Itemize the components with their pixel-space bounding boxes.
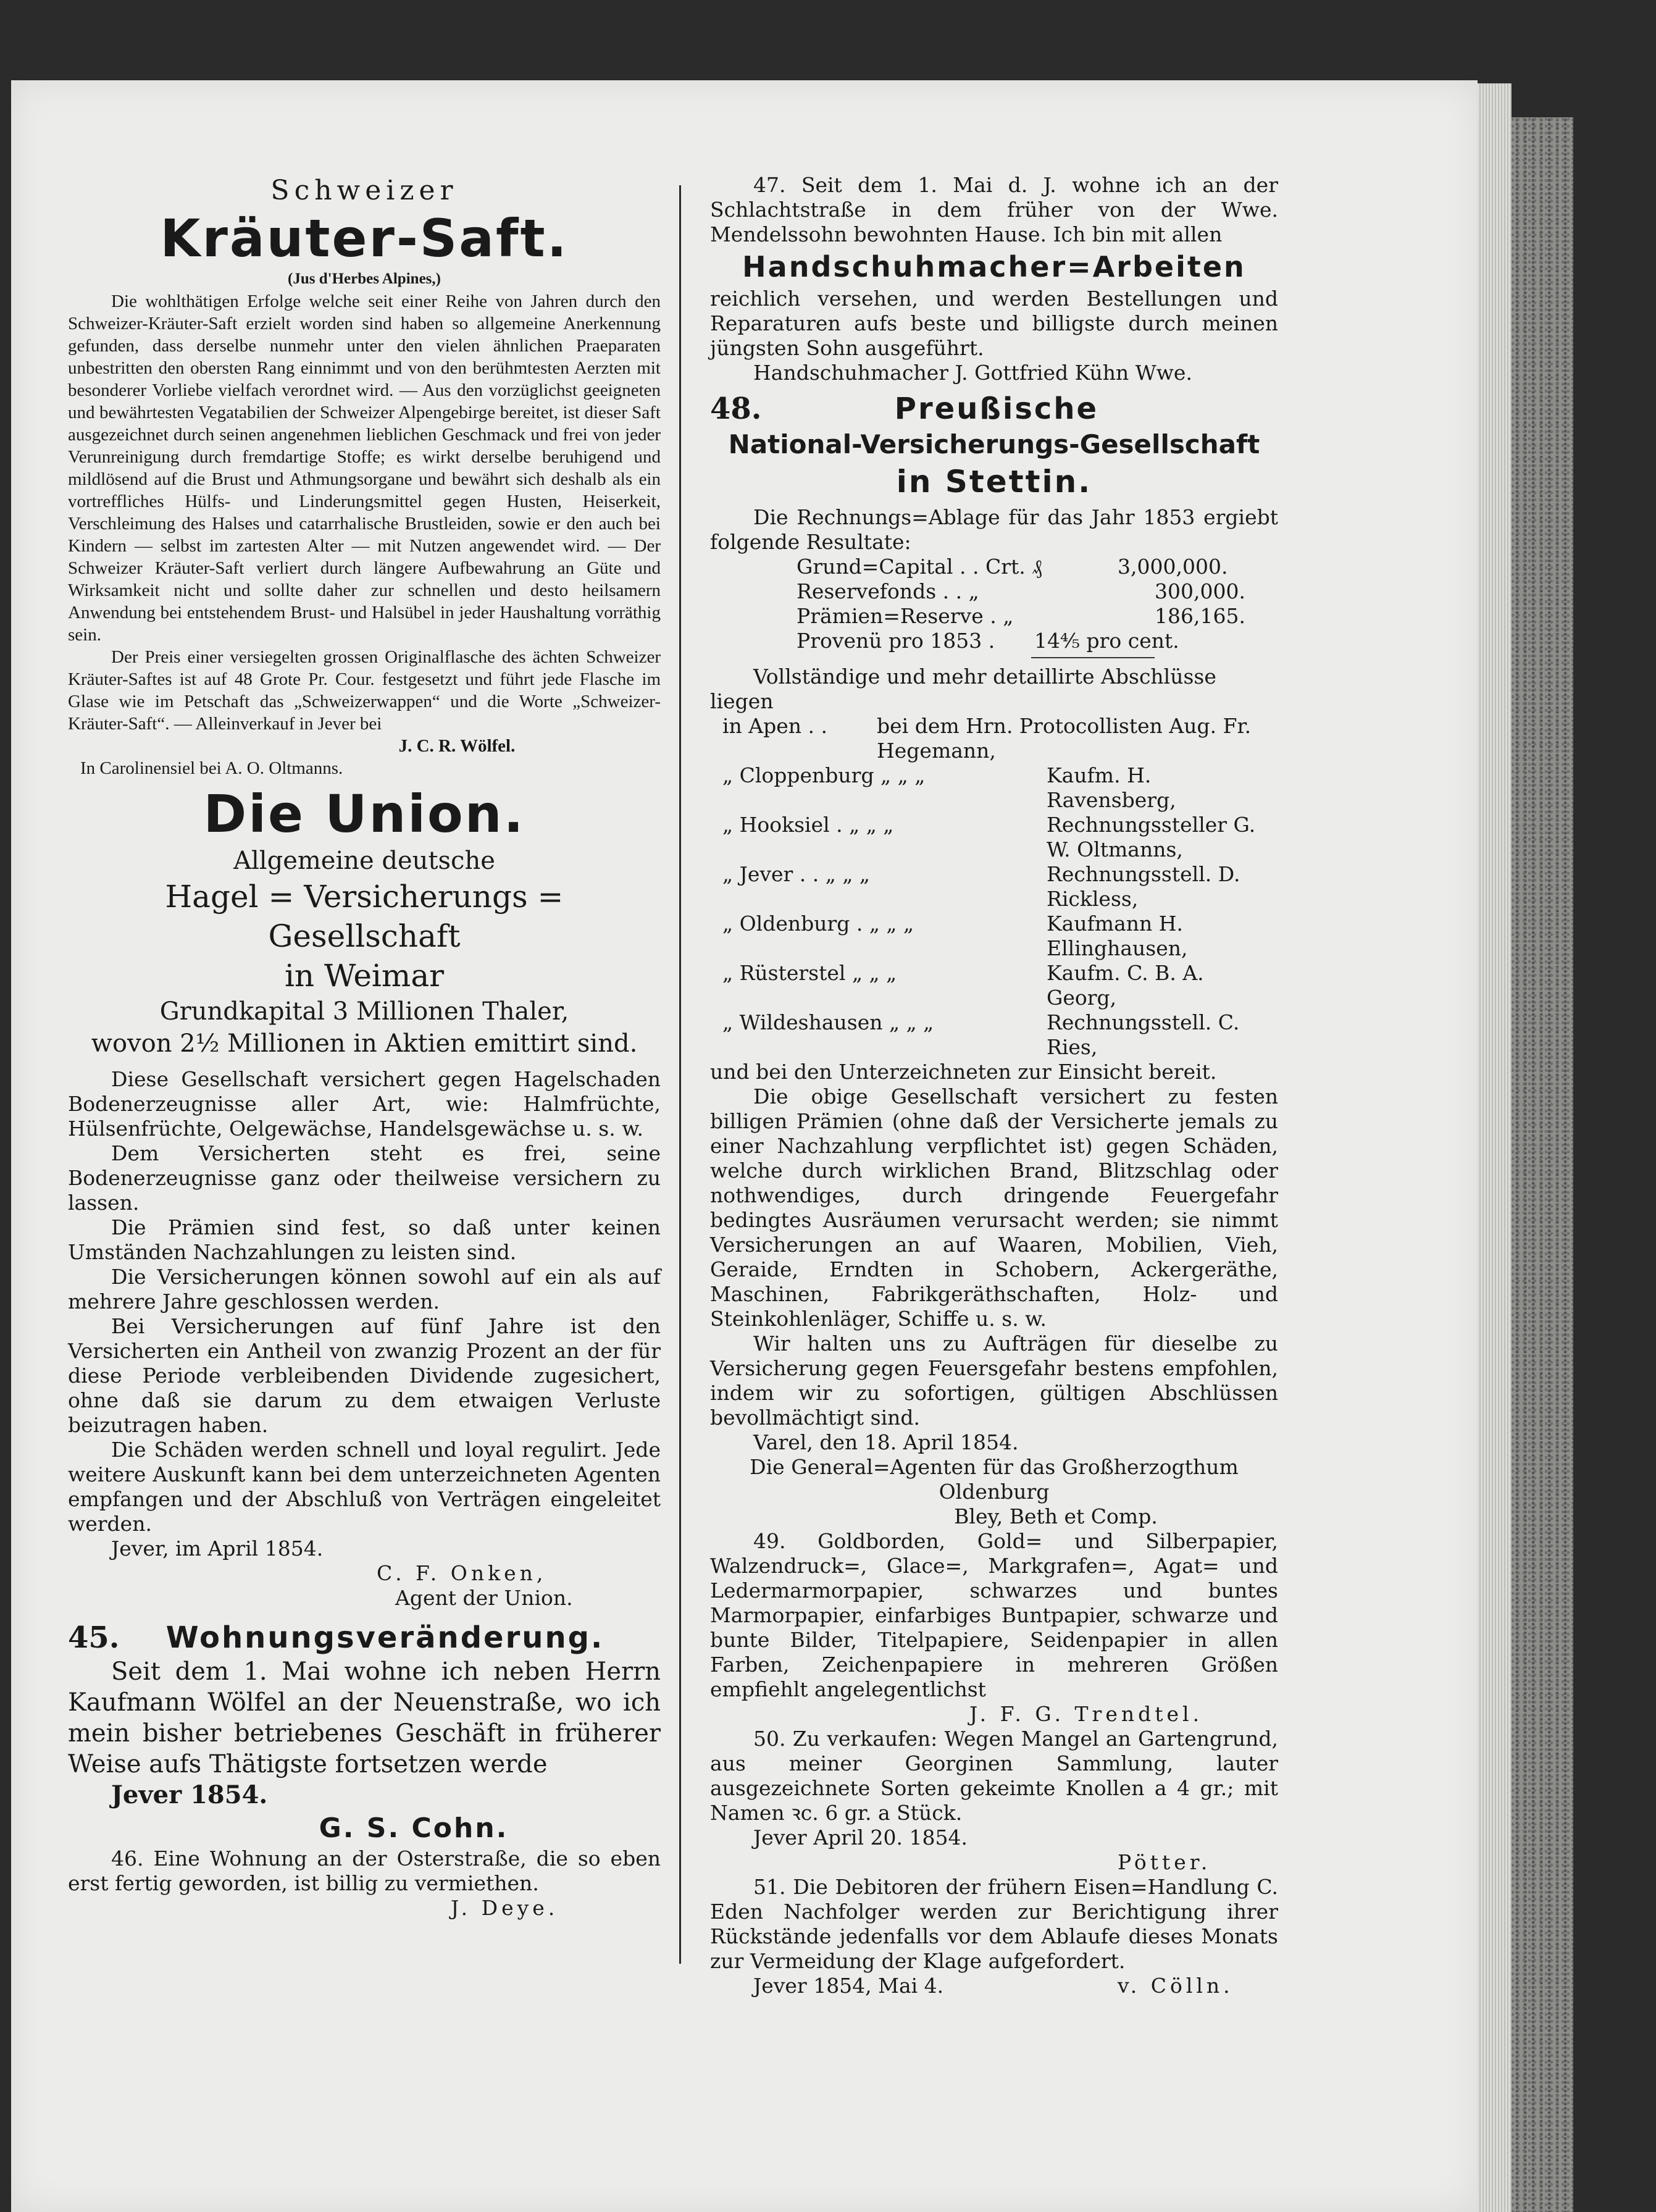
union-signature-role: Agent der Union. (395, 1586, 573, 1610)
union-ad (68, 783, 661, 1611)
notice-46-signature: J. Deye. (451, 1896, 559, 1920)
union-paragraph-2: Dem Versicherten steht es frei, seine Bodenerzeugnisse ganz oder theilweise versichern zu lassen. (68, 1141, 661, 1215)
union-aktien: wovon 2½ Millionen in Aktien emittirt sind. (91, 1029, 638, 1058)
notice-50-date: Jever April 20. 1854. (753, 1825, 968, 1850)
results-row (797, 579, 1278, 604)
notice-45-title: Wohnungsveränderung. (165, 1620, 604, 1655)
results-row (797, 604, 1278, 629)
results-value: 14⁴⁄₅ pro cent. (1034, 629, 1179, 653)
notice-51 (710, 1875, 1278, 1998)
union-paragraph-1: Diese Gesellschaft versichert gegen Hagelschaden Bodenerzeugnisse aller Art, wie: Halmfrüchte, Hülsenfrüchte, Oelgewächse, Handelsgewächse u. s. w. (68, 1067, 661, 1141)
agent-row (710, 714, 1278, 763)
notice-47-signature: Handschuhmacher J. Gottfried Kühn Wwe. (753, 361, 1192, 385)
krauter-saft-ad (68, 173, 661, 779)
union-date: Jever, im April 1854. (111, 1536, 324, 1561)
page-edges (1478, 83, 1512, 2212)
notice-47 (710, 173, 1278, 385)
union-paragraph-6: Die Schäden werden schnell und loyal regulirt. Jede weitere Auskunft kann bei dem unterzeichneten Agenten empfangen und der Abschluß von Verträgen eingeleitet werden. (68, 1438, 661, 1536)
union-title: Die Union. (203, 784, 525, 844)
agent-place: „ Jever . . „ „ „ (722, 862, 871, 886)
left-column (68, 173, 661, 1921)
union-subtitle-3: in Weimar (284, 958, 445, 994)
notice-45-signature: G. S. Cohn. (319, 1812, 509, 1844)
notice-48-paragraph-2: und bei den Unterzeichneten zur Einsicht bereit. (710, 1060, 1217, 1084)
notice-47-headline: Handschuhmacher=Arbeiten (742, 250, 1246, 283)
notice-51-date: Jever 1854, Mai 4. (753, 1974, 944, 1998)
short-rule (1031, 657, 1155, 658)
ad-signature: J. C. R. Wölfel. (398, 736, 516, 756)
notice-51-signature: v. Cölln. (1118, 1974, 1234, 1998)
column-rule (679, 185, 681, 1964)
notice-45 (68, 1619, 661, 1846)
notice-46-body: 46. Eine Wohnung an der Osterstraße, die so eben erst fertig geworden, ist billig zu vermiethen. (68, 1846, 661, 1895)
results-row (797, 629, 1278, 653)
notice-50-signature: Pötter. (1118, 1850, 1211, 1874)
notice-50 (710, 1727, 1278, 1875)
notice-49-body: 49. Goldborden, Gold= und Silberpapier, Walzendruck=, Glace=, Markgrafen=, Agat= und Ledermarmorpapier, schwarzes und buntes Marmorpapier, einfarbiges Buntpapier, schwarze und bunte Bilder, Titelpapiere, Seidenpapier in allen Farben, Zeichenpapiere in mehreren Größen empfiehlt angelegentlichst (710, 1529, 1278, 1701)
union-capital: Grundkapital 3 Millionen Thaler, (159, 997, 569, 1026)
ad-title-kraeuter-saft: Kräuter-Saft. (160, 208, 569, 269)
results-label: Provenü pro 1853 . (797, 629, 995, 653)
results-label: Grund=Capital . . Crt. ₰ (797, 555, 1042, 579)
notice-45-date: Jever 1854. (111, 1780, 268, 1809)
agent-name: Kaufmann H. Ellinghausen, (1047, 911, 1188, 960)
union-paragraph-4: Die Versicherungen können sowohl auf ein als auf mehrere Jahre geschlossen werden. (68, 1265, 661, 1313)
agent-place: in Apen . . (722, 714, 827, 738)
ad-body: Die wohlthätigen Erfolge welche seit einer Reihe von Jahren durch den Schweizer-Kräuter-Saft erzielt worden sind haben so allgemeine Anerkennung gefunden, dass derselbe nunmehr unter den vielen ähnlichen Praeparaten unbestritten den obersten Rang einnimmt und von den berühmtesten Aerzten mit besonderer Vorliebe vielfach verordnet wird. — Aus den vorzüglichst geeigneten und bewährtesten Vegatabilien der Schweizer Alpengebirge bereitet, ist dieser Saft ausgezeichnet durch seinen angenehmen lieblichen Geschmack und frei von jeder Verunreinigung durch fremdartige Stoffe; es wirkt derselbe beruhigend und mildlösend auf die Brust und Athmungsorgane und bewährt sich deshalb als ein vortreffliches Hülfs- und Linderungsmittel gegen Husten, Heiserkeit, Verschleimung des Halses und catarrhalische Brustleiden, sowie er den auch bei Kindern — selbst im zartesten Alter — mit Nutzen angewendet wird. — Der Schweizer Kräuter-Saft verliert durch längere Aufbewahrung an Güte und Wirksamkeit nicht und sollte daher zur schnellen und desto heilsamern Anwendung bei entstehendem Brust- und Halsübel in jeder Haushaltung vorräthig sein. (68, 291, 661, 645)
union-subtitle-1: Allgemeine deutsche (233, 847, 495, 875)
notice-48-number: 48. (710, 392, 762, 426)
agent-name: Kaufm. C. B. A. Georg, (1047, 961, 1204, 1010)
agent-name: bei dem Hrn. Protocollisten Aug. Fr. Hegemann, (877, 714, 1252, 763)
ad-subtitle-jus: (Jus d'Herbes Alpines,) (288, 270, 441, 287)
results-row (797, 555, 1278, 579)
notice-50-body: 50. Zu verkaufen: Wegen Mangel an Gartengrund, aus meiner Georginen Sammlung, lauter ausgezeichnete Sorten gekeimte Knollen a 4 gr.; mit Namen ꝛc. 6 gr. a Stück. (710, 1727, 1278, 1825)
agent-name: Rechnungsstell. D. Rickless, (1047, 862, 1240, 911)
notice-48-title-3: in Stettin. (896, 464, 1092, 500)
notice-46 (68, 1846, 661, 1921)
notice-48-signature-2: Oldenburg (939, 1480, 1050, 1504)
agent-place: „ Hooksiel . „ „ „ (722, 813, 894, 837)
agent-place: „ Cloppenburg „ „ „ (722, 763, 926, 787)
agent-row (710, 813, 1278, 862)
notice-48-paragraph-4: Wir halten uns zu Aufträgen für dieselbe zu Versicherung gegen Feuersgefahr bestens empfohlen, indem wir zu sofortigen, gültigen Abschlüssen bevollmächtigt sind. (710, 1331, 1278, 1430)
results-label: Prämien=Reserve . „ (797, 604, 1014, 628)
agents-list (710, 714, 1278, 1060)
notice-48-title-2: National-Versicherungs-Gesellschaft (728, 429, 1260, 459)
agent-row (710, 1010, 1278, 1060)
results-value: 300,000. (1155, 579, 1245, 603)
notice-48-intro: Die Rechnungs=Ablage für das Jahr 1853 ergiebt folgende Resultate: (710, 505, 1278, 554)
book-cover (1512, 117, 1573, 2212)
union-subtitle-2: Hagel = Versicherungs = Gesellschaft (165, 879, 564, 954)
notice-48-date: Varel, den 18. April 1854. (753, 1430, 1019, 1454)
agent-row (710, 911, 1278, 961)
agent-row (710, 763, 1278, 813)
agent-place: „ Oldenburg . „ „ „ (722, 911, 914, 936)
right-column (710, 173, 1278, 1998)
agent-name: Kaufm. H. Ravensberg, (1047, 763, 1176, 812)
union-signature-name: C. F. Onken, (377, 1561, 547, 1585)
results-table (710, 555, 1278, 653)
agent-place: „ Rüsterstel „ „ „ (722, 961, 897, 985)
notice-45-body: Seit dem 1. Mai wohne ich neben Herrn Kaufmann Wölfel an der Neuenstraße, wo ich mein bisher betriebenes Geschäft in früherer Weise aufs Thätigste fortsetzen werde (68, 1657, 661, 1778)
notice-48-paragraph-3: Die obige Gesellschaft versichert zu festen billigen Prämien (ohne daß der Versicherte jemals zu einer Nachzahlung verpflichtet ist) gegen Schäden, welche durch wirklichen Brand, Blitzschlag oder nothwendiges, durch dringende Feuergefahr bedingtes Ausräumen verursacht werden; sie nimmt Versicherungen an auf Waaren, Mobilien, Vieh, Geraide, Erndten in Schobern, Ackergeräthe, Maschinen, Fabrikgeräthschaften, Holz- und Steinkohlenläger, Schiffe u. s. w. (710, 1084, 1278, 1331)
results-label: Reservefonds . . „ (797, 579, 979, 603)
agent-name: Rechnungsstell. C. Ries, (1047, 1010, 1240, 1059)
agent-row (710, 961, 1278, 1010)
notice-48-signature-3: Bley, Beth et Comp. (954, 1504, 1158, 1528)
ad-title-schweizer: Schweizer (270, 175, 458, 206)
notice-51-footer (710, 1974, 1278, 1998)
notice-48-signature-1: Die General=Agenten für das Großherzogthum (750, 1455, 1239, 1479)
agent-place: „ Wildeshausen „ „ „ (722, 1010, 934, 1034)
results-value: 186,165. (1155, 604, 1245, 628)
notice-48 (710, 390, 1278, 1529)
ad-price: Der Preis einer versiegelten grossen Originalflasche des ächten Schweizer Kräuter-Saftes ist auf 48 Grote Pr. Cour. festgesetzt und führt jede Flasche im Glase wie im Petschaft das „Schweizerwappen“ und die Worte „Schweizer-Kräuter-Saft“. — Alleinverkauf in Jever bei (68, 647, 661, 734)
notice-49-signature: J. F. G. Trendtel. (969, 1702, 1203, 1726)
notice-47-body: 47. Seit dem 1. Mai d. J. wohne ich an der Schlachtstraße in dem früher von der Wwe. Mendelssohn bewohnten Hause. Ich bin mit allen (710, 173, 1278, 246)
agent-row (710, 862, 1278, 911)
notice-48-title-1: Preußische (894, 392, 1099, 426)
results-value: 3,000,000. (1118, 555, 1228, 579)
notice-48-paragraph-1: Vollständige und mehr detaillirte Abschlüsse liegen (710, 664, 1216, 713)
notice-47-body-2: reichlich versehen, und werden Bestellungen und Reparaturen aufs beste und billigste durch meinen jüngsten Sohn ausgeführt. (710, 287, 1278, 360)
notice-45-number: 45. (68, 1620, 120, 1655)
ad-carolinensiel: In Carolinensiel bei A. O. Oltmanns. (80, 758, 343, 778)
union-paragraph-3: Die Prämien sind fest, so daß unter keinen Umständen Nachzahlungen zu leisten sind. (68, 1215, 661, 1264)
notice-51-body: 51. Die Debitoren der frühern Eisen=Handlung C. Eden Nachfolger werden zur Berichtigung ihrer Rückstände jedenfalls vor dem Ablaufe dieses Monats zur Vermeidung der Klage aufgefordert. (710, 1875, 1278, 1973)
union-paragraph-5: Bei Versicherungen auf fünf Jahre ist den Versicherten ein Antheil von zwanzig Prozent an der für diese Periode verbleibenden Dividende zugesichert, ohne daß sie darum zu dem etwaigen Verluste beizutragen haben. (68, 1314, 661, 1437)
notice-49 (710, 1529, 1278, 1727)
agent-name: Rechnungssteller G. W. Oltmanns, (1047, 813, 1256, 861)
